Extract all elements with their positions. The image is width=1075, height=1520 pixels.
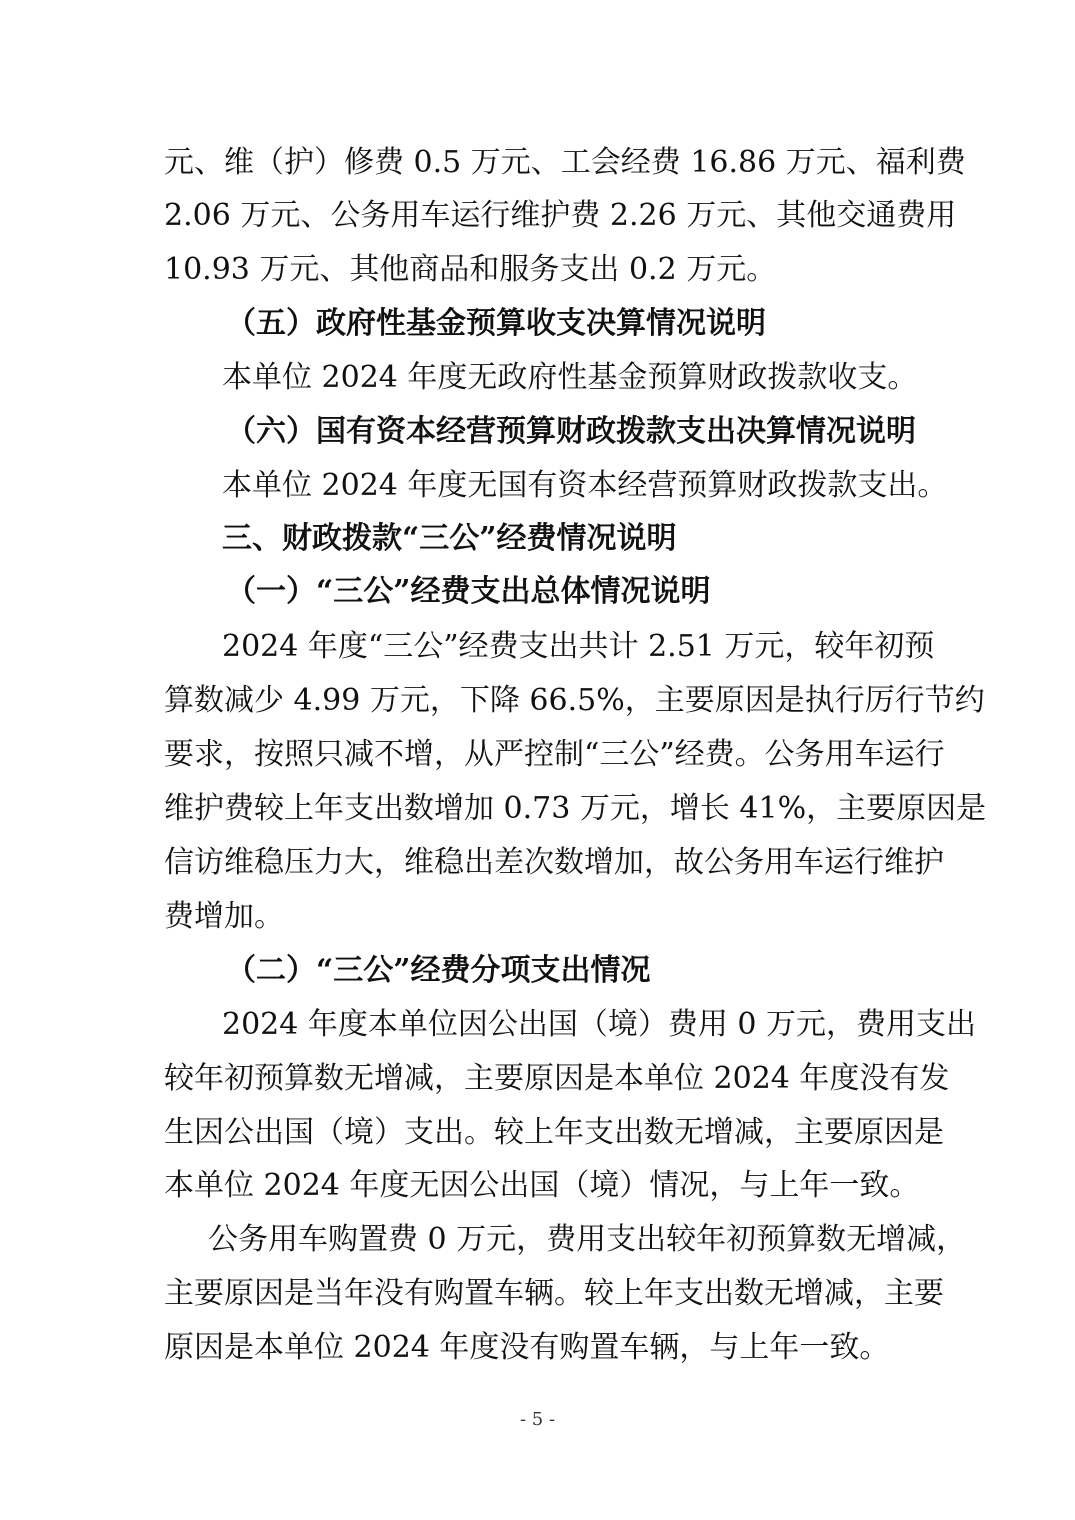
section-heading-2: （二）“三公”经费分项支出情况 [226, 953, 651, 988]
paragraph-line: 本单位 2024 年度无国有资本经营预算财政拨款支出。 [222, 468, 948, 503]
paragraph-line: 要求，按照只减不增，从严控制“三公”经费。公务用车运行 [164, 737, 945, 772]
section-heading-6: （六）国有资本经营预算财政拨款支出决算情况说明 [226, 414, 916, 449]
paragraph-line: 生因公出国（境）支出。较上年支出数无增减，主要原因是 [164, 1115, 944, 1150]
chapter-heading-3: 三、财政拨款“三公”经费情况说明 [222, 521, 677, 556]
paragraph-line: 主要原因是当年没有购置车辆。较上年支出数无增减，主要 [164, 1276, 944, 1311]
paragraph-line: 10.93 万元、其他商品和服务支出 0.2 万元。 [164, 252, 777, 287]
page-number: - 5 - [519, 1409, 556, 1430]
paragraph-line: 维护费较上年支出数增加 0.73 万元，增长 41%，主要原因是 [164, 791, 987, 826]
paragraph-line: 2.06 万元、公务用车运行维护费 2.26 万元、其他交通费用 [164, 198, 957, 233]
section-heading-5: （五）政府性基金预算收支决算情况说明 [226, 306, 766, 341]
paragraph-line: 算数减少 4.99 万元，下降 66.5%，主要原因是执行厉行节约 [164, 683, 985, 718]
paragraph-line: 元、维（护）修费 0.5 万元、工会经费 16.86 万元、福利费 [164, 145, 966, 180]
paragraph-line: 公务用车购置费 0 万元，费用支出较年初预算数无增减， [208, 1222, 967, 1257]
section-heading-1: （一）“三公”经费支出总体情况说明 [226, 574, 711, 609]
paragraph-line: 本单位 2024 年度无因公出国（境）情况，与上年一致。 [164, 1168, 920, 1203]
paragraph-line: 原因是本单位 2024 年度没有购置车辆，与上年一致。 [164, 1330, 890, 1365]
paragraph-line: 2024 年度本单位因公出国（境）费用 0 万元，费用支出 [222, 1007, 977, 1042]
paragraph-line: 费增加。 [164, 899, 284, 934]
paragraph-line: 本单位 2024 年度无政府性基金预算财政拨款收支。 [222, 360, 918, 395]
paragraph-line: 2024 年度“三公”经费支出共计 2.51 万元，较年初预 [222, 629, 935, 664]
paragraph-line: 信访维稳压力大，维稳出差次数增加，故公务用车运行维护 [164, 845, 944, 880]
paragraph-line: 较年初预算数无增减，主要原因是本单位 2024 年度没有发 [164, 1061, 950, 1096]
